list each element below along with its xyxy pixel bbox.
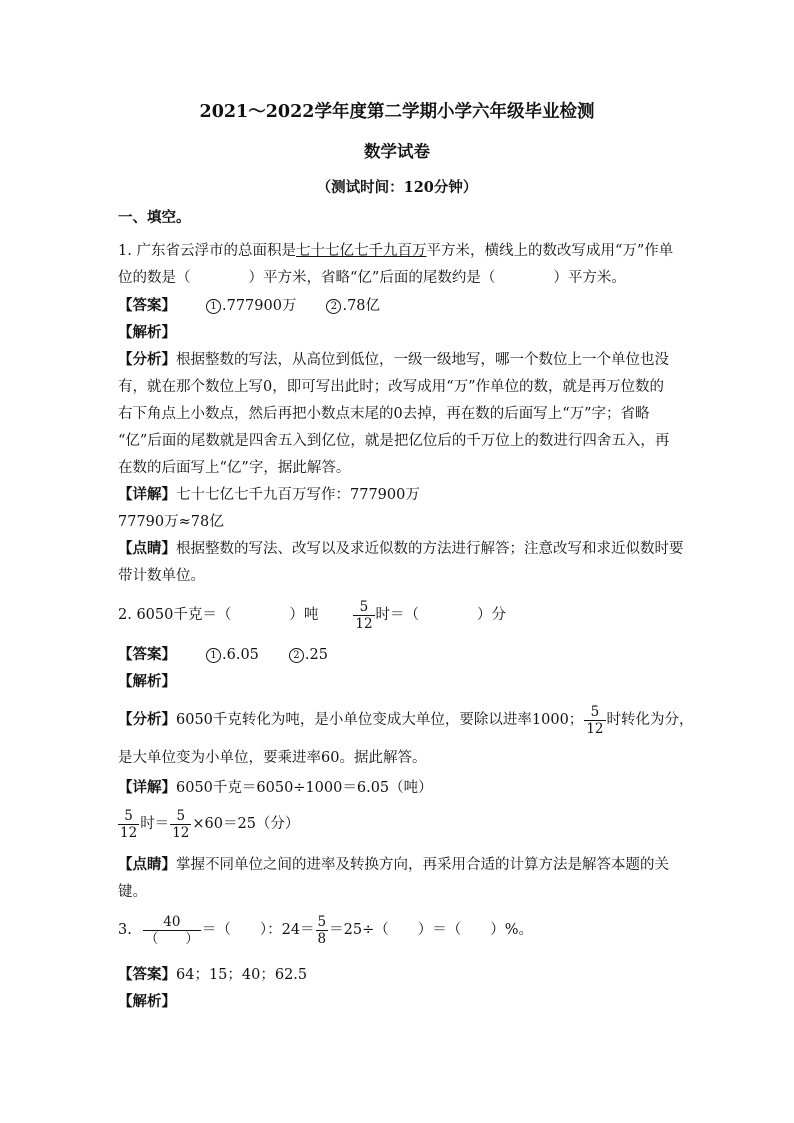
fraction (170, 808, 191, 841)
fraction-numerator: 5 (170, 808, 191, 825)
q3-stem-part-2: ＝25÷（ ）＝（ ）%。 (329, 922, 534, 938)
q2-stem-part-a: 2. 6050千克＝（ ）吨 (118, 607, 319, 623)
circled-number-icon: 2 (289, 648, 304, 663)
q3-stem-part-1: ＝（ ）：24＝ (201, 922, 315, 938)
q1-analysis-line: 【分析】根据整数的写法，从高位到低位，一级一级地写，哪一个数位上一个单位也没 (118, 351, 669, 368)
fraction (353, 599, 374, 632)
exam-subject: 数学试卷 (364, 142, 430, 161)
q2-review-line: 【点睛】掌握不同单位之间的进率及转换方向，再采用合适的计算方法是解答本题的关 (118, 856, 669, 873)
fraction (584, 704, 605, 737)
q2-review-line: 键。 (118, 884, 147, 900)
q1-answer-1: .777900万 (222, 298, 297, 314)
q3-number: 3. (118, 922, 132, 938)
q1-analysis-line: 有，就在那个数位上写0，即可写出此时；改写成用“万”作单位的数，就是再万位数的 (118, 379, 665, 395)
fraction-denominator: 12 (355, 615, 373, 632)
q2-answer-1: .6.05 (222, 647, 259, 663)
q2-detail-line-2 (118, 806, 299, 842)
q1-stem-line-1 (118, 241, 673, 261)
circled-number-icon: 1 (206, 299, 221, 314)
q3-answer: 【答案】64；15；40；62.5 (118, 966, 308, 983)
q1-jiexi-label: 【解析】 (118, 324, 176, 341)
fraction-numerator: 40 (143, 914, 201, 931)
fraction-denominator: 12 (586, 720, 604, 737)
fraction-denominator: 8 (317, 930, 327, 947)
q1-stem-line-2: 位的数是（ ）平方米，省略“亿”后面的尾数约是（ ）平方米。 (118, 270, 626, 286)
q2-analysis-line-2: 是大单位变为小单位，要乘进率60。据此解答。 (118, 750, 427, 766)
answer-label: 【答案】 (118, 646, 176, 663)
section-heading: 一、填空。 (118, 209, 191, 226)
q2-jiexi-label: 【解析】 (118, 673, 176, 690)
q1-analysis-line: “亿”后面的尾数就是四舍五入到亿位，就是把亿位后的千万位上的数进行四舍五入，再 (118, 433, 670, 449)
fraction-denominator: 12 (120, 824, 138, 841)
fraction-numerator: 5 (584, 704, 605, 721)
q1-analysis-line: 右下角点上小数点，然后再把小数点末尾的0去掉，再在数的后面写上“万”字；省略 (118, 406, 650, 422)
q2-detail-part-b: ×60＝25（分） (192, 816, 300, 832)
q1-stem-suffix: 平方米，横线上的数改写成用“万”作单 (426, 243, 674, 259)
q2-answer (118, 645, 328, 665)
exam-time-note: （测试时间：120分钟） (316, 179, 478, 196)
fraction-numerator: 5 (353, 599, 374, 616)
q1-detail-line: 77790万≈78亿 (118, 514, 224, 530)
q3-jiexi-label: 【解析】 (118, 993, 176, 1010)
fraction-numerator: 5 (118, 808, 139, 825)
q2-answer-2: .25 (304, 647, 328, 663)
q2-analysis-part-a: 【分析】6050千克转化为吨，是小单位变成大单位，要除以进率1000； (118, 711, 584, 728)
fraction-numerator: 5 (317, 913, 327, 930)
fraction-denominator: 12 (172, 824, 190, 841)
circled-number-icon: 2 (326, 299, 341, 314)
q1-review-line: 【点睛】根据整数的写法、改写以及求近似数的方法进行解答；注意改写和求近似数时要 (118, 540, 684, 557)
q2-detail-line: 【详解】6050千克＝6050÷1000＝6.05（吨） (118, 779, 433, 796)
answer-label: 【答案】 (118, 297, 176, 314)
fraction (316, 914, 329, 947)
q1-analysis-line: 在数的后面写上“亿”字，据此解答。 (118, 460, 351, 476)
q1-underlined-number: 七十七亿七千九百万 (295, 243, 427, 259)
q2-stem-part-b: 时＝（ ）分 (375, 607, 507, 623)
circled-number-icon: 1 (206, 648, 221, 663)
q2-analysis-part-b: 时转化为分， (606, 712, 694, 728)
q2-analysis-line-1 (118, 702, 694, 738)
fraction (143, 914, 201, 947)
page-title: 2021～2022学年度第二学期小学六年级毕业检测 (199, 102, 595, 122)
q1-review-line: 带计数单位。 (118, 568, 205, 584)
q1-stem-prefix: 1. 广东省云浮市的总面积是 (118, 243, 296, 259)
fraction-denominator: （ ） (144, 930, 199, 947)
q2-stem (118, 597, 506, 633)
q3-stem (118, 910, 533, 950)
q1-answer-2: .78亿 (342, 298, 381, 314)
fraction (118, 808, 139, 841)
q1-detail-line: 【详解】七十七亿七千九百万写作：777900万 (118, 486, 420, 503)
q2-detail-part-a: 时＝ (140, 816, 170, 832)
q1-answer (118, 296, 380, 316)
